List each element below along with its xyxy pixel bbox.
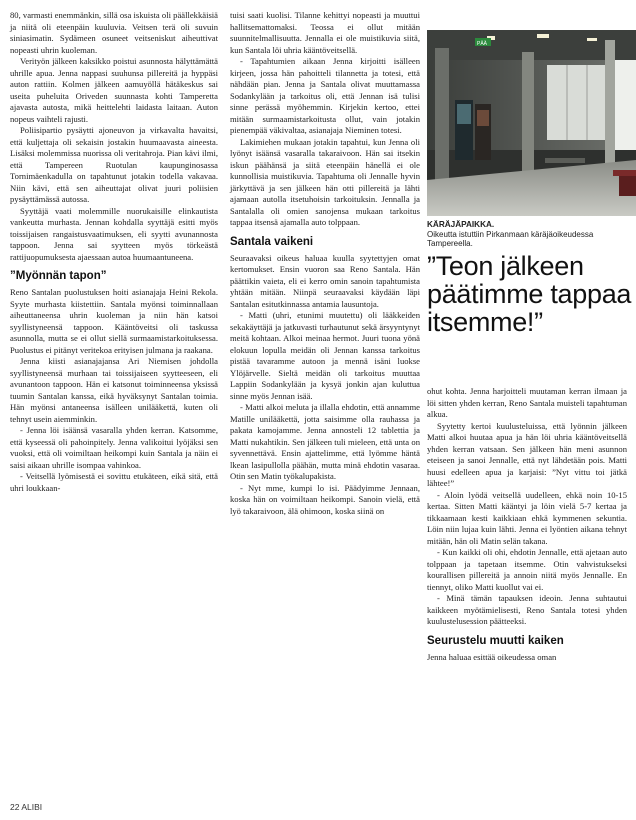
paragraph: Jenna haluaa esittää oikeudessa oman bbox=[427, 651, 557, 662]
subheading: ”Myönnän tapon” bbox=[10, 270, 107, 282]
photo-caption bbox=[427, 220, 632, 249]
courthouse-photo bbox=[427, 30, 636, 216]
paragraph: Lakimiehen mukaan jotakin tapahtui, kun Jenna oli lyönyt isäänsä vasaralla takaraivoon. Hän sai itsekin iskun päähänsä ja siitä eteenpäin hänellä ei ole kunnollisia muistikuvia. Tapahtuma oli Jennalle hyvin järkyttävä ja sen jälkeen hän otti pillereitä ja lähti ajamaan autolla itsetuhoisin tarkoituksin. Jennalla ja Santalalla oli omien sanojensa mukaan tarkoitus tappaa itsensä ajamalla auto tolppaan. bbox=[230, 136, 420, 227]
caption-text: Oikeutta istuttiin Pirkanmaan käräjäoikeudessa Tampereella. bbox=[427, 229, 594, 248]
page-footer: 22 ALIBI bbox=[10, 802, 43, 812]
paragraph: - Matti alkoi meluta ja illalla ehdotin, että annamme Matille unilääkettä, jotta saisimme olla rauhassa ja pakata kamojamme. Jenna annosteli 12 tablettia ja Matti nukahtikin. Sen jälkeen tuli mieleen, että unta on syvennettävä. Ensin ajattelimme, että lyömme häntä lkean lasipullolla päähän, mutta minä ehdotin vasaraa. Otin sen Matin työkalupakista. bbox=[230, 402, 420, 481]
paragraph: 80, varmasti enemmänkin, sillä osa iskuista oli päällekkäisiä ja niitä oli eteenpäin kuuluvia. Veitsen terä oli suvuin siniasimatin. Sydämeen osuneet veitseniskut aiheuttivat nopeasti uhrin kuoleman. bbox=[10, 10, 218, 55]
paragraph: - Veitsellä lyömisestä ei sovittu etukäteen, eikä sitä, että uhri loukkaan- bbox=[10, 471, 218, 493]
paragraph: Verityön jälkeen kaksikko poistui asunnosta hälyttämättä uhrille apua. Jenna nappasi suuhunsa pillereitä ja hyppäsi auton rattiin. Kolmen jälkeen aamuyöllä hätäkeskus sai useita puheluita Oriveden suunnasta kohti Tamperetta ajavasta autosta, mikä heittelehti laidasta laitaan. Auton nopeus vaihteli rajusti. bbox=[10, 56, 218, 124]
pull-quote: ”Teon jälkeen päätimme tappaa itsemme!” bbox=[427, 251, 632, 337]
paragraph: tuisi saati kuolisi. Tilanne kehittyi nopeasti ja muuttui hallitsemattomaksi. Teossa ei ollut mitään suunnitelmallisuutta. Jennalla ei ole muistikuvia siitä, kun Santala löi uhria kääntöveitsellä. bbox=[230, 10, 420, 55]
subheading: Santala vaikeni bbox=[230, 235, 314, 248]
exit-sign: PÄÄ bbox=[477, 41, 488, 47]
paragraph: - Tapahtumien aikaan Jenna kirjoitti isälleen kirjeen, jossa hän pahoitteli tilannetta ja totesi, että nähdään pian. Jenna ja Santala olivat muuttamassa Sodankylään ja tarkoitus oli, että Jennan isä tulisi sinne perässä myöhemmin. Kirjekin kertoo, ettei mitään surmaamistarkoitusta ollut, vain jotakin pienempää väkivaltaa, asianajaja Nieminen totesi. bbox=[230, 56, 420, 135]
paragraph: - Minä tämän tapauksen ideoin. Jenna suhtautui kaikkeen myötämielisesti, Reno Santala totesi yhden kuulustelusession päätteeksi. bbox=[427, 593, 627, 626]
caption-title: KÄRÄJÄPAIKKA. bbox=[427, 220, 495, 229]
paragraph: - Jenna löi isäänsä vasaralla yhden kerran. Katsomme, että kyseessä oli pahoinpitely. Jenna valikoitui lyöjäksi sen vuoksi, että oli voimiltaan heikompi kuin Santala ja näin ei saisi aikaan uhrille isompaa vahinkoa. bbox=[10, 425, 218, 470]
paragraph: - Kun kaikki oli ohi, ehdotin Jennalle, että ajetaan auto tolppaan ja tapetaan itsemme. Otin vahvistukseksi kourallisen pillereitä ja annoin niitä myös Jennalle. En tiennyt, oliko Matti kuollut vai ei. bbox=[427, 547, 627, 592]
subheading: Seurustelu muutti kaiken bbox=[427, 634, 564, 647]
paragraph: Jenna kiisti asianajajansa Ari Niemisen johdolla syyllistyneensä murhaan tai toissijaiseen syytteeseen, eli avunantoon tappoon. Hän ei katsonut toiminneensa yksissä tuumin Santalan kanssa, eikä hyväksynyt Santalan toimia. Hän myönsi antaneensa isälleen unilääkettä, kuten oli tehnyt usein aiemminkin. bbox=[10, 356, 218, 424]
paragraph: - Aloin lyödä veitsellä uudelleen, ehkä noin 10-15 kertaa. Sitten Matti kääntyi ja löin vielä 5-7 kertaa ja tikkaamaan kesti kaikkiaan ehkä kymmenen sekuntia. Löin niin lujaa kuin lähti. Jenna ei lyöntien aikana tehnyt mitään, hän oli Matin selän takana. bbox=[427, 489, 627, 546]
paragraph: Syytetty kertoi kuulusteluissa, että lyönnin jälkeen Matti alkoi huutaa apua ja hän löi uhria kääntöveitsellä yhden kerran vatsaan. Sen jälkeen hän meni asunnon eteiseen ja sanoi Jennalle, että nyt lähdetään pois. Matti huusi edelleen apua ja karjaisi: ”Nyt vittu toi jätkä lähtee!” bbox=[427, 420, 627, 488]
paragraph: Reno Santalan puolustuksen hoiti asianajaja Heini Rekola. Syyte murhasta kiistettiin. Santala myönsi toiminnallaan aiheuttaneensa uhrin kuoleman ja niin hän katsoi syyllistyneensä tappoon. Kääntöveitsi oli taskussa asunnolla, mutta se ei ollut siellä surmaamistarkoituksessa. Puolustus ei pitänyt veritekoa erityisen julmana ja raakana. bbox=[10, 287, 218, 355]
paragraph: - Nyt mme, kumpi lo isi. Päädyimme Jennaan, koska hän on voimiltaan heikompi. Sanoin vielä, että lyö takaraivoon, älä ohimoon, koska siinä on bbox=[230, 482, 420, 516]
paragraph: ohut kohta. Jenna harjoitteli muutaman kerran ilmaan ja löi sitten yhden kerran, Reno Santala muisteli tapahtuman alkua. bbox=[427, 386, 627, 419]
paragraph: - Matti (uhri, etunimi muutettu) oli lääkkeiden sekakäyttäjä ja jatkuvasti turhautunut sekä ärsyyntynyt meitä kohtaan. Alkoi meinaa hermot. Juuri tuona yönä elokuun lopulla meidän oli Jennan kanssa tarkoitus pistää tavaramme autoon ja mennä isäni luokse Ylöjärvelle. Sieltä meidän oli tarkoitus muuttaa Lappiin Sodankylään ja kysyä jonkin ajan kuluttua sinne myös Jennan isää. bbox=[230, 310, 420, 401]
paragraph: Syyttäjä vaati molemmille nuorukaisille elinkautista vankeutta murhasta. Jennan kohdalla syyttäjä esitti myös toissijaisen rangaistusvaatimuksen, eli syytti avunannosta tappoon. Jenna sai syytteen myös törkeästä rattijuopumuksesta ajaessaan autoa huumaantuneena. bbox=[10, 205, 218, 262]
article-column-1 bbox=[10, 10, 218, 494]
paragraph: Seuraavaksi oikeus haluaa kuulla syytettyjen omat kertomukset. Ensin vuoron saa Reno Santala. Hän päättikin vaieta, eli ei kerro omin sanoin tapahtumista yhtään mitään. Niinpä seuraavaksi käydään läpi Santalan esitutkinnassa antamia lausuntoja. bbox=[230, 252, 420, 309]
article-column-2 bbox=[230, 10, 420, 517]
courthouse-lobby-image bbox=[427, 30, 636, 216]
article-column-3 bbox=[427, 386, 627, 663]
paragraph: Poliisipartio pysäytti ajoneuvon ja virkavalta havaitsi, että kuljettaja oli sekaisin jostakin huumaavasta aineesta. Lisäksi molemmissa nuorissa oli veritahroja. Pian kävi ilmi, että Tampereen Ruotulan kaupunginosassa Tornimäenkadulla on tapahtunut jotakin todella vakavaa. Niin kävi, että sen aiheuttajat olivat juuri poliisien pysäyttämässä autossa. bbox=[10, 125, 218, 204]
